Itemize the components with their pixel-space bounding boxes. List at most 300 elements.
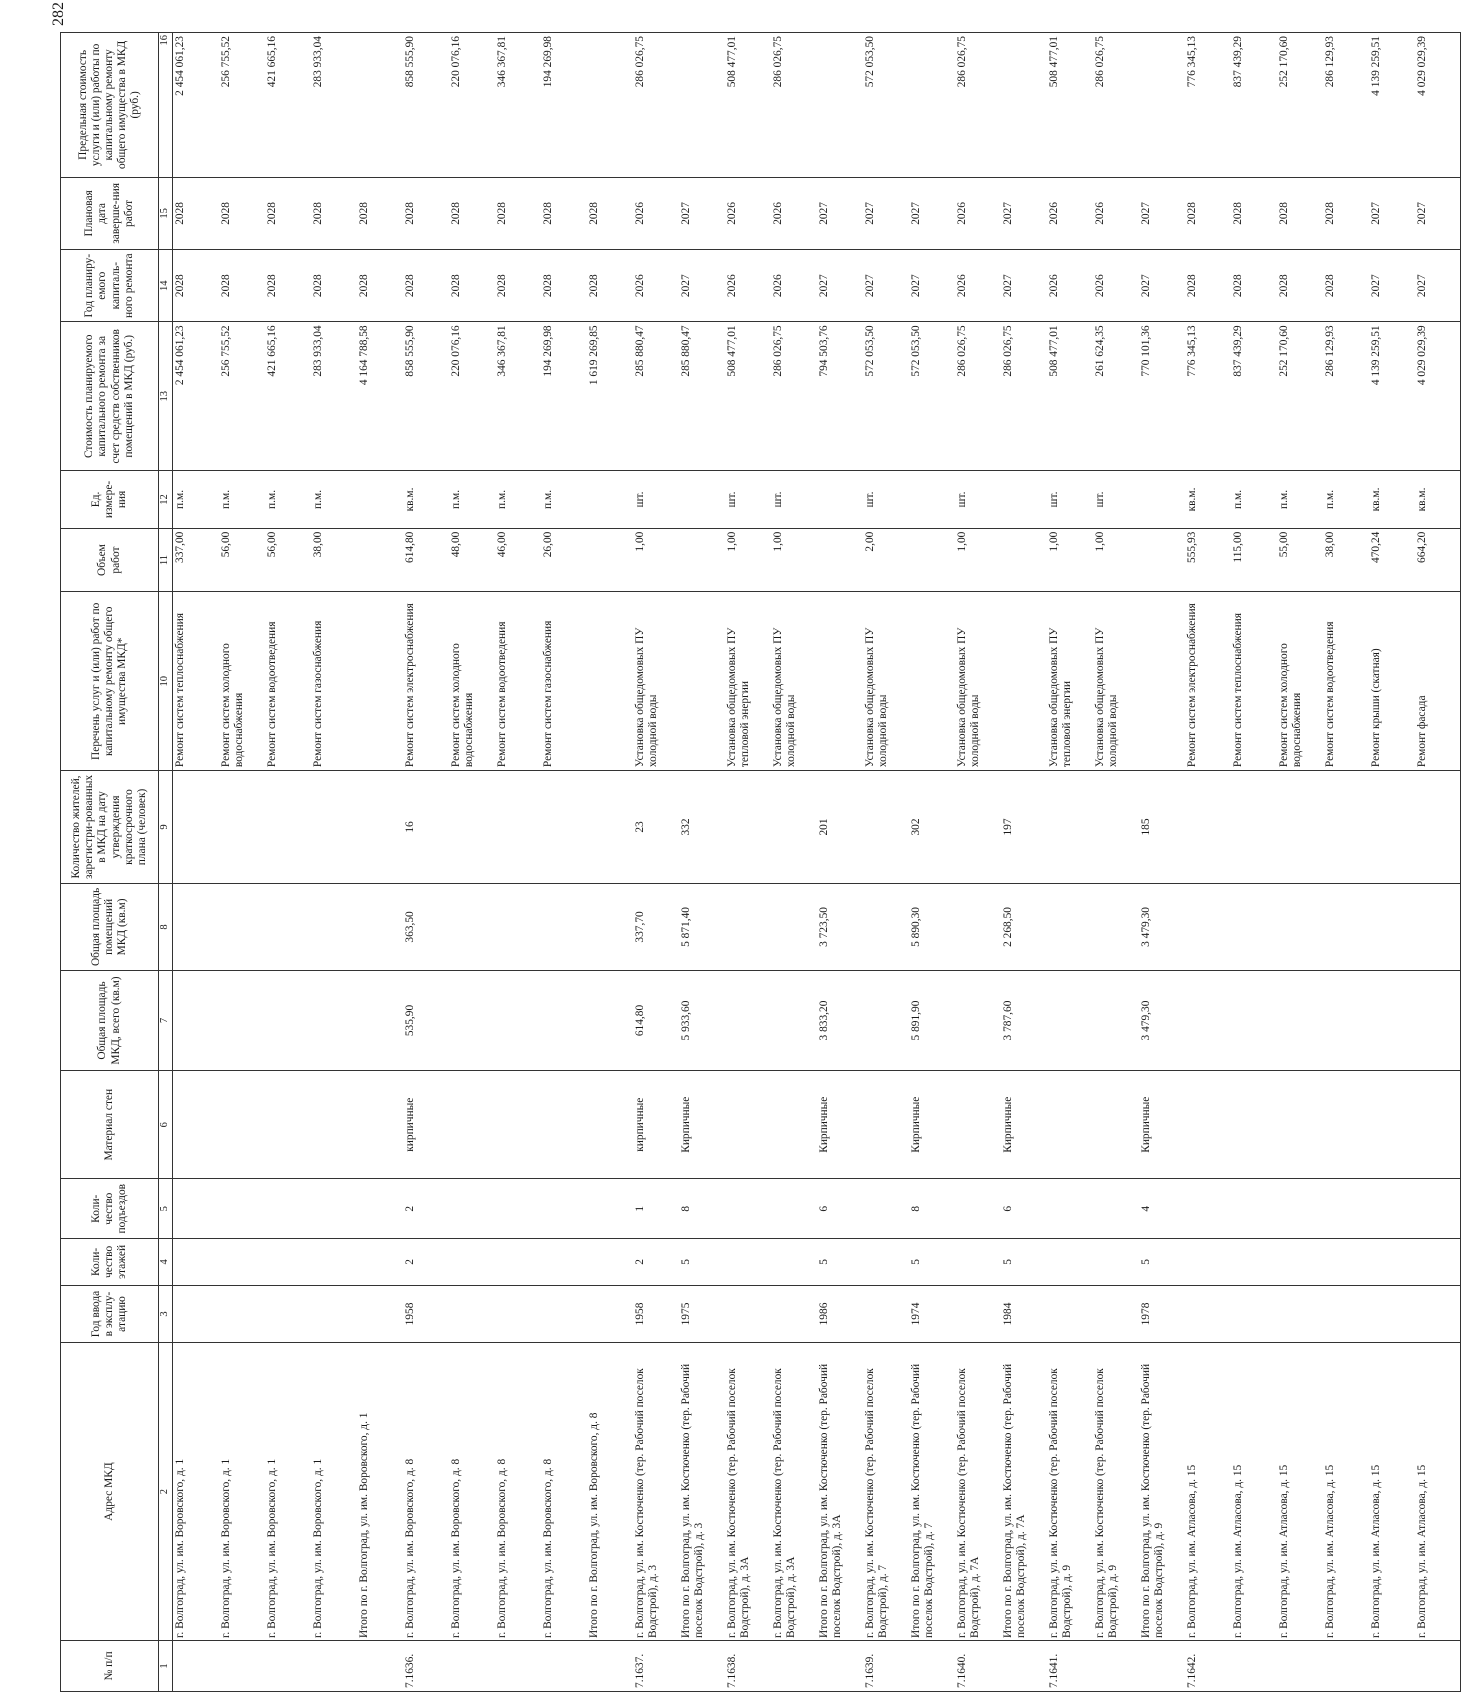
cell-work-type: Ремонт систем теплоснабжения [173, 592, 219, 771]
cell-planned-cost: 770 101,36 [1139, 322, 1185, 471]
cell-premises-area: 3 723,50 [817, 883, 863, 970]
cell-planned-cost: 1 619 269,85 [587, 322, 633, 471]
cell-total-area [1323, 971, 1369, 1071]
table-row [495, 33, 541, 1692]
cell-work-volume: 38,00 [1323, 528, 1369, 592]
cell-entrances [357, 1179, 403, 1239]
cell-floors [541, 1239, 587, 1286]
cell-premises-area: 337,70 [633, 883, 679, 970]
cell-wall-material [863, 1070, 909, 1178]
cell-floors [1185, 1239, 1231, 1286]
column-number-9: 9 [159, 771, 173, 884]
cell-end-date: 2026 [1047, 177, 1093, 249]
cell-planned-cost: 837 439,29 [1231, 322, 1277, 471]
cell-total-area: 3 833,20 [817, 971, 863, 1071]
cell-wall-material [265, 1070, 311, 1178]
cell-address: г. Волгоград, ул. им. Воровского, д. 1 [311, 1343, 357, 1641]
cell-work-volume [587, 528, 633, 592]
cell-premises-area [1047, 883, 1093, 970]
cell-entrances: 8 [909, 1179, 955, 1239]
cell-wall-material [1369, 1070, 1415, 1178]
cell-plan-year: 2026 [955, 250, 1001, 322]
cell-work-type: Ремонт систем теплоснабжения [1231, 592, 1277, 771]
cell-unit: шт. [863, 471, 909, 528]
cell-plan-year: 2028 [403, 250, 449, 322]
cell-floors [495, 1239, 541, 1286]
cell-planned-cost: 2 454 061,23 [173, 322, 219, 471]
cell-plan-year: 2028 [1277, 250, 1323, 322]
cell-wall-material [449, 1070, 495, 1178]
cell-address: г. Волгоград, ул. им. Костюченко (тер. Рабочий поселок Водстрой), д. 9 [1093, 1343, 1139, 1641]
cell-entrances [1231, 1179, 1277, 1239]
cell-row-number [541, 1640, 587, 1691]
column-header-12: Ед. измере-ния [61, 471, 159, 528]
page-number-bar [0, 0, 1200, 28]
table-row [173, 33, 219, 1692]
cell-work-volume: 48,00 [449, 528, 495, 592]
cell-max-cost: 252 170,60 [1277, 33, 1323, 178]
cell-address: г. Волгоград, ул. им. Костюченко (тер. Рабочий поселок Водстрой), д. 3А [771, 1343, 817, 1641]
cell-entrances [1093, 1179, 1139, 1239]
cell-max-cost [817, 33, 863, 178]
cell-work-type: Установка общедомовых ПУ холодной воды [771, 592, 817, 771]
cell-wall-material: кирпичные [633, 1070, 679, 1178]
cell-year-built [771, 1285, 817, 1342]
cell-address: г. Волгоград, ул. им. Атласова, д. 15 [1323, 1343, 1369, 1641]
cell-premises-area [587, 883, 633, 970]
cell-max-cost: 572 053,50 [863, 33, 909, 178]
cell-end-date: 2026 [955, 177, 1001, 249]
cell-residents [771, 771, 817, 884]
cell-max-cost: 286 026,75 [633, 33, 679, 178]
cell-unit: п.м. [265, 471, 311, 528]
cell-address: г. Волгоград, ул. им. Костюченко (тер. Рабочий поселок Водстрой), д. 9 [1047, 1343, 1093, 1641]
column-header-8: Общая площадь помещений МКД (кв.м) [61, 883, 159, 970]
cell-end-date: 2026 [771, 177, 817, 249]
cell-plan-year: 2028 [265, 250, 311, 322]
cell-floors [863, 1239, 909, 1286]
cell-plan-year: 2026 [633, 250, 679, 322]
cell-work-type: Ремонт систем водоотведения [265, 592, 311, 771]
cell-plan-year: 2027 [863, 250, 909, 322]
cell-planned-cost: 286 026,75 [955, 322, 1001, 471]
cell-address: г. Волгоград, ул. им. Атласова, д. 15 [1277, 1343, 1323, 1641]
cell-address: г. Волгоград, ул. им. Костюченко (тер. Рабочий поселок Водстрой), д. 7 [863, 1343, 909, 1641]
cell-row-number: 7.1638. [725, 1640, 771, 1691]
cell-entrances [1277, 1179, 1323, 1239]
cell-end-date: 2026 [725, 177, 771, 249]
cell-entrances [725, 1179, 771, 1239]
cell-max-cost: 421 665,16 [265, 33, 311, 178]
cell-max-cost: 346 367,81 [495, 33, 541, 178]
cell-work-type: Ремонт систем водоотведения [495, 592, 541, 771]
cell-row-number [817, 1640, 863, 1691]
cell-unit: кв.м. [1369, 471, 1415, 528]
cell-wall-material: кирпичные [403, 1070, 449, 1178]
cell-premises-area [449, 883, 495, 970]
cell-unit: п.м. [173, 471, 219, 528]
column-header-6: Материал стен [61, 1070, 159, 1178]
table-row [541, 33, 587, 1692]
cell-end-date: 2027 [1369, 177, 1415, 249]
cell-work-type [817, 592, 863, 771]
cell-residents [219, 771, 265, 884]
column-number-1: 1 [159, 1640, 173, 1691]
cell-end-date: 2026 [1093, 177, 1139, 249]
cell-address: г. Волгоград, ул. им. Воровского, д. 8 [541, 1343, 587, 1641]
cell-wall-material [173, 1070, 219, 1178]
cell-total-area [265, 971, 311, 1071]
cell-year-built [495, 1285, 541, 1342]
cell-unit [1139, 471, 1185, 528]
column-header-16: Предельная стоимость услуги и (или) работы по капитальному ремонту общего имущества в МКД (руб.) [61, 33, 159, 178]
cell-row-number: 7.1640. [955, 1640, 1001, 1691]
cell-row-number [357, 1640, 403, 1691]
cell-address: Итого по г. Волгоград, ул. им. Костюченко (тер. Рабочий поселок Водстрой), д. 7А [1001, 1343, 1047, 1641]
cell-work-type: Ремонт систем электроснабжения [403, 592, 449, 771]
cell-wall-material: Кирпичные [1001, 1070, 1047, 1178]
column-number-3: 3 [159, 1285, 173, 1342]
cell-end-date: 2028 [173, 177, 219, 249]
cell-end-date: 2026 [633, 177, 679, 249]
table-row [863, 33, 909, 1692]
cell-premises-area: 363,50 [403, 883, 449, 970]
cell-wall-material [587, 1070, 633, 1178]
cell-premises-area [955, 883, 1001, 970]
cell-premises-area [1093, 883, 1139, 970]
cell-premises-area [495, 883, 541, 970]
cell-wall-material [495, 1070, 541, 1178]
cell-total-area: 3 479,30 [1139, 971, 1185, 1071]
cell-address: г. Волгоград, ул. им. Костюченко (тер. Рабочий поселок Водстрой), д. 3А [725, 1343, 771, 1641]
cell-residents: 332 [679, 771, 725, 884]
cell-unit: п.м. [1323, 471, 1369, 528]
cell-address: г. Волгоград, ул. им. Воровского, д. 1 [219, 1343, 265, 1641]
cell-work-type: Установка общедомовых ПУ холодной воды [863, 592, 909, 771]
cell-unit: п.м. [541, 471, 587, 528]
cell-residents [725, 771, 771, 884]
cell-unit [817, 471, 863, 528]
cell-work-type: Установка общедомовых ПУ холодной воды [633, 592, 679, 771]
table-row [1277, 33, 1323, 1692]
cell-year-built [1231, 1285, 1277, 1342]
cell-end-date: 2027 [1415, 177, 1461, 249]
cell-floors: 5 [679, 1239, 725, 1286]
cell-row-number [1093, 1640, 1139, 1691]
cell-total-area [587, 971, 633, 1071]
cell-entrances [1323, 1179, 1369, 1239]
cell-work-volume [679, 528, 725, 592]
cell-plan-year: 2026 [725, 250, 771, 322]
cell-end-date: 2028 [587, 177, 633, 249]
cell-unit [1001, 471, 1047, 528]
column-number-5: 5 [159, 1179, 173, 1239]
cell-entrances [173, 1179, 219, 1239]
cell-residents [1185, 771, 1231, 884]
cell-plan-year: 2026 [1093, 250, 1139, 322]
cell-plan-year: 2027 [1001, 250, 1047, 322]
cell-max-cost: 220 076,16 [449, 33, 495, 178]
cell-wall-material [1093, 1070, 1139, 1178]
cell-residents: 201 [817, 771, 863, 884]
cell-end-date: 2028 [541, 177, 587, 249]
cell-total-area [1093, 971, 1139, 1071]
cell-year-built [587, 1285, 633, 1342]
cell-year-built: 1984 [1001, 1285, 1047, 1342]
cell-work-volume [1139, 528, 1185, 592]
cell-row-number [449, 1640, 495, 1691]
table-row [1139, 33, 1185, 1692]
cell-premises-area [311, 883, 357, 970]
cell-work-type: Ремонт систем электроснабжения [1185, 592, 1231, 771]
cell-row-number [1323, 1640, 1369, 1691]
cell-year-built [1277, 1285, 1323, 1342]
table-body [173, 33, 1461, 1692]
cell-max-cost: 2 454 061,23 [173, 33, 219, 178]
cell-total-area [311, 971, 357, 1071]
cell-work-volume [1001, 528, 1047, 592]
cell-year-built [1323, 1285, 1369, 1342]
cell-residents [449, 771, 495, 884]
cell-max-cost: 4 139 259,51 [1369, 33, 1415, 178]
cell-unit: п.м. [449, 471, 495, 528]
cell-max-cost: 508 477,01 [1047, 33, 1093, 178]
table-row [1047, 33, 1093, 1692]
cell-work-volume: 664,20 [1415, 528, 1461, 592]
cell-wall-material [771, 1070, 817, 1178]
cell-work-type: Ремонт систем холодного водоснабжения [219, 592, 265, 771]
cell-entrances [265, 1179, 311, 1239]
cell-year-built [1093, 1285, 1139, 1342]
column-number-2: 2 [159, 1343, 173, 1641]
cell-plan-year: 2028 [449, 250, 495, 322]
page-number-box [44, 0, 74, 28]
cell-total-area [771, 971, 817, 1071]
rotated-table-wrapper [60, 32, 1428, 1692]
cell-plan-year: 2026 [771, 250, 817, 322]
cell-premises-area [219, 883, 265, 970]
cell-entrances [541, 1179, 587, 1239]
cell-work-volume: 1,00 [1047, 528, 1093, 592]
cell-entrances [863, 1179, 909, 1239]
cell-work-type: Установка общедомовых ПУ тепловой энергии [725, 592, 771, 771]
cell-total-area [173, 971, 219, 1071]
cell-work-type [909, 592, 955, 771]
cell-residents: 23 [633, 771, 679, 884]
column-header-3: Год ввода в эксплу-атацию [61, 1285, 159, 1342]
cell-row-number [495, 1640, 541, 1691]
cell-max-cost: 4 029 029,39 [1415, 33, 1461, 178]
cell-total-area [1047, 971, 1093, 1071]
cell-plan-year: 2028 [311, 250, 357, 322]
cell-end-date: 2028 [1231, 177, 1277, 249]
cell-residents [1093, 771, 1139, 884]
cell-row-number [1139, 1640, 1185, 1691]
cell-work-type [357, 592, 403, 771]
cell-plan-year: 2027 [1139, 250, 1185, 322]
cell-plan-year: 2028 [173, 250, 219, 322]
cell-address: г. Волгоград, ул. им. Воровского, д. 8 [449, 1343, 495, 1641]
cell-total-area: 535,90 [403, 971, 449, 1071]
cell-floors: 5 [1001, 1239, 1047, 1286]
table-row [1415, 33, 1461, 1692]
cell-residents [863, 771, 909, 884]
cell-plan-year: 2027 [909, 250, 955, 322]
cell-end-date: 2028 [403, 177, 449, 249]
cell-year-built [311, 1285, 357, 1342]
page-number: 282 [50, 2, 67, 26]
cell-floors [587, 1239, 633, 1286]
cell-residents [265, 771, 311, 884]
table-row [955, 33, 1001, 1692]
cell-max-cost [1001, 33, 1047, 178]
cell-max-cost: 508 477,01 [725, 33, 771, 178]
cell-entrances [1047, 1179, 1093, 1239]
cell-year-built [449, 1285, 495, 1342]
column-number-13: 13 [159, 322, 173, 471]
cell-work-volume: 55,00 [1277, 528, 1323, 592]
cell-year-built: 1978 [1139, 1285, 1185, 1342]
cell-planned-cost: 421 665,16 [265, 322, 311, 471]
repair-plan-table [60, 32, 1461, 1692]
table-row [219, 33, 265, 1692]
table-row [265, 33, 311, 1692]
cell-year-built [357, 1285, 403, 1342]
cell-row-number [1277, 1640, 1323, 1691]
table-row [633, 33, 679, 1692]
cell-address: г. Волгоград, ул. им. Воровского, д. 8 [495, 1343, 541, 1641]
cell-unit: шт. [725, 471, 771, 528]
cell-total-area: 5 891,90 [909, 971, 955, 1071]
cell-wall-material [357, 1070, 403, 1178]
cell-wall-material [219, 1070, 265, 1178]
cell-max-cost: 286 129,93 [1323, 33, 1369, 178]
cell-year-built [1185, 1285, 1231, 1342]
cell-planned-cost: 794 503,76 [817, 322, 863, 471]
cell-work-type: Ремонт систем холодного водоснабжения [449, 592, 495, 771]
cell-floors [449, 1239, 495, 1286]
cell-work-type: Ремонт систем водоотведения [1323, 592, 1369, 771]
cell-year-built: 1986 [817, 1285, 863, 1342]
table-row [587, 33, 633, 1692]
cell-end-date: 2028 [1185, 177, 1231, 249]
cell-row-number: 7.1642. [1185, 1640, 1231, 1691]
cell-planned-cost: 252 170,60 [1277, 322, 1323, 471]
cell-end-date: 2027 [1139, 177, 1185, 249]
cell-plan-year: 2028 [1323, 250, 1369, 322]
cell-max-cost [1139, 33, 1185, 178]
cell-planned-cost: 286 026,75 [771, 322, 817, 471]
cell-planned-cost: 256 755,52 [219, 322, 265, 471]
cell-address: г. Волгоград, ул. им. Атласова, д. 15 [1185, 1343, 1231, 1641]
cell-work-type: Установка общедомовых ПУ тепловой энергии [1047, 592, 1093, 771]
column-number-6: 6 [159, 1070, 173, 1178]
cell-wall-material [541, 1070, 587, 1178]
table-row [1001, 33, 1047, 1692]
cell-year-built [219, 1285, 265, 1342]
cell-unit: п.м. [1231, 471, 1277, 528]
cell-planned-cost: 4 164 788,58 [357, 322, 403, 471]
cell-wall-material [1415, 1070, 1461, 1178]
cell-end-date: 2027 [909, 177, 955, 249]
cell-year-built [1415, 1285, 1461, 1342]
cell-residents [357, 771, 403, 884]
cell-entrances [1369, 1179, 1415, 1239]
cell-unit [357, 471, 403, 528]
cell-floors [1047, 1239, 1093, 1286]
cell-end-date: 2027 [679, 177, 725, 249]
cell-wall-material [1323, 1070, 1369, 1178]
cell-residents: 197 [1001, 771, 1047, 884]
cell-unit: шт. [1093, 471, 1139, 528]
column-number-14: 14 [159, 250, 173, 322]
table-row [771, 33, 817, 1692]
cell-premises-area [1323, 883, 1369, 970]
cell-year-built: 1958 [403, 1285, 449, 1342]
cell-work-type [587, 592, 633, 771]
cell-address: Итого по г. Волгоград, ул. им. Воровского, д. 1 [357, 1343, 403, 1641]
column-number-16: 16 [159, 33, 173, 178]
cell-end-date: 2027 [863, 177, 909, 249]
cell-address: г. Волгоград, ул. им. Воровского, д. 8 [403, 1343, 449, 1641]
table-row [1231, 33, 1277, 1692]
cell-end-date: 2028 [449, 177, 495, 249]
cell-year-built [863, 1285, 909, 1342]
cell-address: г. Волгоград, ул. им. Атласова, д. 15 [1369, 1343, 1415, 1641]
cell-unit: п.м. [1277, 471, 1323, 528]
cell-total-area [863, 971, 909, 1071]
cell-total-area [357, 971, 403, 1071]
cell-plan-year: 2026 [1047, 250, 1093, 322]
cell-max-cost [587, 33, 633, 178]
cell-total-area [955, 971, 1001, 1071]
cell-wall-material: Кирпичные [909, 1070, 955, 1178]
column-header-2: Адрес МКД [61, 1343, 159, 1641]
cell-wall-material [725, 1070, 771, 1178]
cell-residents [1047, 771, 1093, 884]
cell-wall-material [1047, 1070, 1093, 1178]
column-header-10: Перечень услуг и (или) работ по капитальному ремонту общего имущества МКД* [61, 592, 159, 771]
cell-unit [679, 471, 725, 528]
cell-planned-cost: 286 026,75 [1001, 322, 1047, 471]
cell-plan-year: 2028 [495, 250, 541, 322]
cell-plan-year: 2027 [679, 250, 725, 322]
column-header-15: Плановая дата заверше-ния работ [61, 177, 159, 249]
cell-unit [587, 471, 633, 528]
cell-residents [587, 771, 633, 884]
table-row [725, 33, 771, 1692]
cell-wall-material [1277, 1070, 1323, 1178]
cell-floors [1369, 1239, 1415, 1286]
cell-plan-year: 2028 [357, 250, 403, 322]
column-header-14: Год планиру-емого капиталь-ного ремонта [61, 250, 159, 322]
cell-year-built [265, 1285, 311, 1342]
cell-work-volume: 1,00 [725, 528, 771, 592]
cell-year-built [955, 1285, 1001, 1342]
table-row [679, 33, 725, 1692]
cell-work-type: Ремонт систем газоснабжения [541, 592, 587, 771]
cell-planned-cost: 346 367,81 [495, 322, 541, 471]
cell-planned-cost: 285 880,47 [633, 322, 679, 471]
cell-floors [1277, 1239, 1323, 1286]
cell-premises-area [863, 883, 909, 970]
cell-unit: шт. [771, 471, 817, 528]
cell-total-area [541, 971, 587, 1071]
cell-entrances [449, 1179, 495, 1239]
cell-entrances [219, 1179, 265, 1239]
cell-unit: п.м. [311, 471, 357, 528]
cell-work-volume: 555,93 [1185, 528, 1231, 592]
